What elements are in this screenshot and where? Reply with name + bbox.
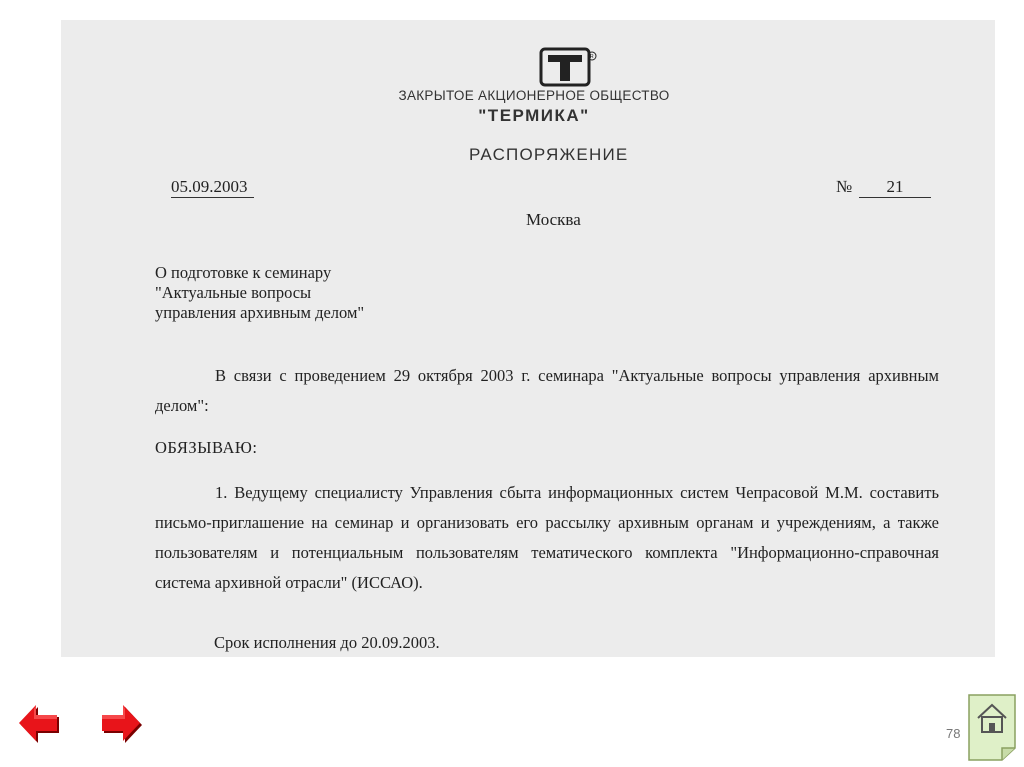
order-word: ОБЯЗЫВАЮ: [155, 438, 258, 457]
order-item-1: 1. Ведущему специалисту Управления сбыта информационных систем Чепрасовой М.М. составить письмо-приглашение на семинар и организовать его рассылку архивным органам и учреждениям, а также пользователям и потенциальным пользователям тематического комплекта "Информационно-справочная система архивной отрасли" (ИССАО). [155, 483, 939, 592]
document-scan [61, 20, 995, 657]
subject-line: "Актуальные вопросы [155, 283, 312, 302]
document-city: Москва [526, 210, 581, 229]
document-title: РАСПОРЯЖЕНИЕ [469, 145, 629, 164]
document-subject [155, 263, 364, 323]
intro-paragraph: В связи с проведением 29 октября 2003 г. семинара "Актуальные вопросы управления архивным делом": [155, 366, 939, 415]
subject-line: управления архивным делом" [155, 303, 365, 322]
arrow-right-icon[interactable] [99, 703, 143, 747]
svg-text:R: R [590, 54, 594, 60]
organization-type: ЗАКРЫТОЕ АКЦИОНЕРНОЕ ОБЩЕСТВО [398, 88, 670, 103]
home-icon[interactable] [966, 692, 1018, 762]
document-number: 21 [859, 177, 931, 198]
deadline-text: Срок исполнения до 20.09.2003. [214, 633, 440, 652]
company-logo-icon [539, 47, 599, 87]
subject-line: О подготовке к семинару [155, 263, 332, 282]
document-date: 05.09.2003 [171, 177, 254, 198]
organization-name: "ТЕРМИКА" [478, 106, 590, 125]
number-label: № [836, 177, 853, 196]
arrow-left-icon[interactable] [18, 703, 62, 747]
page-number: 78 [946, 726, 961, 741]
